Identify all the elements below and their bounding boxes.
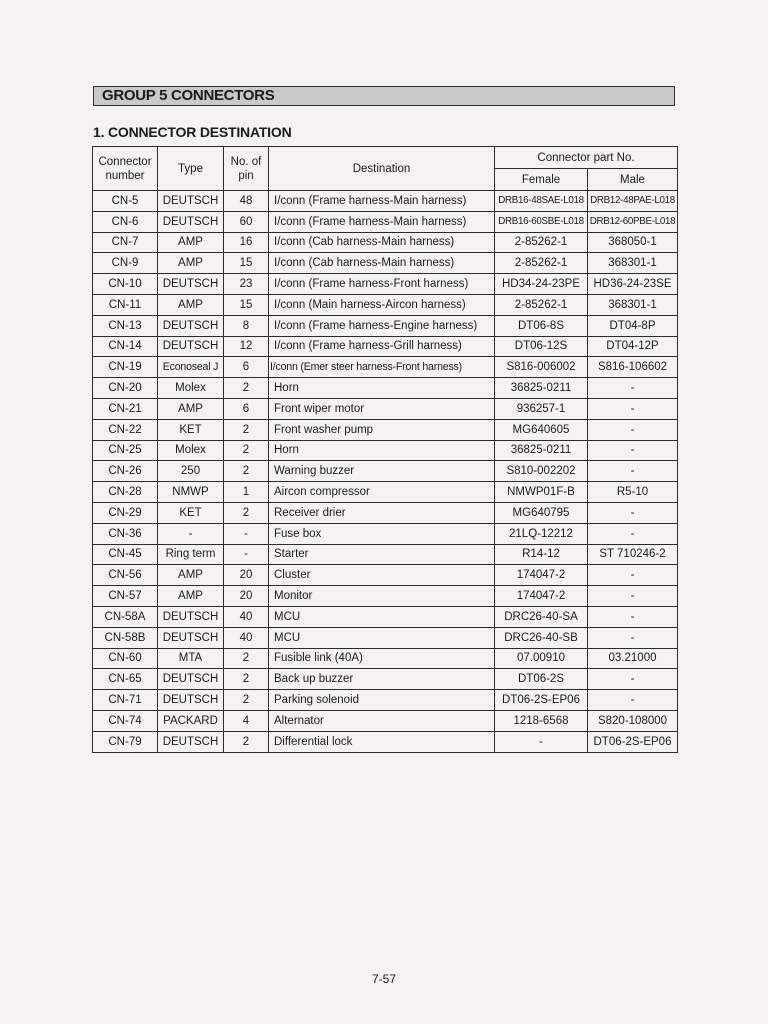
destination-cell: Horn [269, 378, 495, 399]
table-row [93, 669, 678, 690]
table-row [93, 731, 678, 752]
pin-count-cell: 60 [224, 211, 269, 232]
male-part-cell: - [588, 565, 678, 586]
connector-number-cell: CN-14 [93, 336, 158, 357]
female-part-cell: 1218-6568 [495, 710, 588, 731]
table-row [93, 565, 678, 586]
type-cell: DEUTSCH [158, 336, 224, 357]
type-cell: KET [158, 419, 224, 440]
male-part-cell: DT06-2S-EP06 [588, 731, 678, 752]
table-row [93, 398, 678, 419]
female-part-cell: HD34-24-23PE [495, 274, 588, 295]
destination-cell: Aircon compressor [269, 482, 495, 503]
destination-cell: Parking solenoid [269, 690, 495, 711]
destination-cell: I/conn (Emer steer harness-Front harness) [269, 357, 495, 378]
type-cell: AMP [158, 253, 224, 274]
pin-count-cell: 2 [224, 731, 269, 752]
female-part-cell: DRB16-48SAE-L018 [495, 191, 588, 212]
type-cell: PACKARD [158, 710, 224, 731]
connector-number-cell: CN-22 [93, 419, 158, 440]
table-header [93, 147, 678, 191]
destination-cell: Differential lock [269, 731, 495, 752]
type-cell: - [158, 523, 224, 544]
pin-count-cell: 2 [224, 502, 269, 523]
header-no-of-pin: No. of pin [224, 147, 269, 191]
pin-count-cell: 6 [224, 398, 269, 419]
pin-count-cell: 40 [224, 606, 269, 627]
connector-number-cell: CN-74 [93, 710, 158, 731]
female-part-cell: S816-006002 [495, 357, 588, 378]
destination-cell: Front wiper motor [269, 398, 495, 419]
type-cell: MTA [158, 648, 224, 669]
male-part-cell: - [588, 523, 678, 544]
connector-number-cell: CN-57 [93, 586, 158, 607]
destination-cell: Receiver drier [269, 502, 495, 523]
pin-count-cell: 6 [224, 357, 269, 378]
female-part-cell: DRB16-60SBE-L018 [495, 211, 588, 232]
header-destination: Destination [269, 147, 495, 191]
female-part-cell: 174047-2 [495, 586, 588, 607]
type-cell: DEUTSCH [158, 690, 224, 711]
male-part-cell: - [588, 419, 678, 440]
table-row [93, 502, 678, 523]
table-row [93, 648, 678, 669]
pin-count-cell: - [224, 523, 269, 544]
table-row [93, 253, 678, 274]
female-part-cell: MG640605 [495, 419, 588, 440]
connector-number-cell: CN-19 [93, 357, 158, 378]
female-part-cell: DT06-8S [495, 315, 588, 336]
connector-number-cell: CN-10 [93, 274, 158, 295]
connector-number-cell: CN-11 [93, 294, 158, 315]
connector-number-cell: CN-5 [93, 191, 158, 212]
female-part-cell: DT06-12S [495, 336, 588, 357]
female-part-cell: DT06-2S-EP06 [495, 690, 588, 711]
table-row [93, 232, 678, 253]
female-part-cell: NMWP01F-B [495, 482, 588, 503]
type-cell: DEUTSCH [158, 669, 224, 690]
table-row [93, 482, 678, 503]
destination-cell: Monitor [269, 586, 495, 607]
male-part-cell: - [588, 669, 678, 690]
table-row [93, 191, 678, 212]
type-cell: AMP [158, 294, 224, 315]
connector-number-cell: CN-65 [93, 669, 158, 690]
header-female: Female [495, 169, 588, 191]
connector-number-cell: CN-9 [93, 253, 158, 274]
pin-count-cell: 4 [224, 710, 269, 731]
connector-number-cell: CN-58B [93, 627, 158, 648]
female-part-cell: 36825-0211 [495, 440, 588, 461]
destination-cell: Back up buzzer [269, 669, 495, 690]
destination-cell: Fusible link (40A) [269, 648, 495, 669]
type-cell: Ring term [158, 544, 224, 565]
connector-number-cell: CN-25 [93, 440, 158, 461]
table-row [93, 274, 678, 295]
connector-number-cell: CN-58A [93, 606, 158, 627]
pin-count-cell: 12 [224, 336, 269, 357]
table-row [93, 419, 678, 440]
female-part-cell: 36825-0211 [495, 378, 588, 399]
male-part-cell: - [588, 502, 678, 523]
female-part-cell: DRC26-40-SA [495, 606, 588, 627]
female-part-cell: S810-002202 [495, 461, 588, 482]
type-cell: DEUTSCH [158, 731, 224, 752]
pin-count-cell: 1 [224, 482, 269, 503]
destination-cell: Fuse box [269, 523, 495, 544]
table-row [93, 315, 678, 336]
type-cell: Econoseal J [158, 357, 224, 378]
type-cell: DEUTSCH [158, 606, 224, 627]
male-part-cell: DRB12-48PAE-L018 [588, 191, 678, 212]
type-cell: 250 [158, 461, 224, 482]
male-part-cell: - [588, 461, 678, 482]
group-title: GROUP 5 CONNECTORS [93, 86, 675, 106]
male-part-cell: R5-10 [588, 482, 678, 503]
table-row [93, 544, 678, 565]
male-part-cell: ST 710246-2 [588, 544, 678, 565]
destination-cell: Front washer pump [269, 419, 495, 440]
header-connector-number: Connector number [93, 147, 158, 191]
female-part-cell: - [495, 731, 588, 752]
destination-cell: I/conn (Frame harness-Grill harness) [269, 336, 495, 357]
connector-number-cell: CN-56 [93, 565, 158, 586]
table-row [93, 461, 678, 482]
male-part-cell: - [588, 606, 678, 627]
pin-count-cell: 2 [224, 690, 269, 711]
male-part-cell: S820-108000 [588, 710, 678, 731]
destination-cell: Alternator [269, 710, 495, 731]
male-part-cell: - [588, 440, 678, 461]
destination-cell: I/conn (Frame harness-Engine harness) [269, 315, 495, 336]
female-part-cell: 07.00910 [495, 648, 588, 669]
table-row [93, 336, 678, 357]
female-part-cell: 2-85262-1 [495, 232, 588, 253]
pin-count-cell: 15 [224, 253, 269, 274]
female-part-cell: 2-85262-1 [495, 294, 588, 315]
table-row [93, 710, 678, 731]
male-part-cell: - [588, 398, 678, 419]
type-cell: AMP [158, 398, 224, 419]
connector-table [92, 146, 678, 753]
pin-count-cell: 8 [224, 315, 269, 336]
pin-count-cell: 48 [224, 191, 269, 212]
table-row [93, 211, 678, 232]
connector-number-cell: CN-71 [93, 690, 158, 711]
table-row [93, 378, 678, 399]
table-row [93, 690, 678, 711]
pin-count-cell: - [224, 544, 269, 565]
pin-count-cell: 2 [224, 461, 269, 482]
male-part-cell: DT04-12P [588, 336, 678, 357]
destination-cell: I/conn (Cab harness-Main harness) [269, 232, 495, 253]
pin-count-cell: 2 [224, 669, 269, 690]
destination-cell: I/conn (Main harness-Aircon harness) [269, 294, 495, 315]
table-row [93, 294, 678, 315]
destination-cell: I/conn (Frame harness-Front harness) [269, 274, 495, 295]
connector-number-cell: CN-28 [93, 482, 158, 503]
pin-count-cell: 20 [224, 586, 269, 607]
type-cell: NMWP [158, 482, 224, 503]
female-part-cell: 2-85262-1 [495, 253, 588, 274]
type-cell: DEUTSCH [158, 274, 224, 295]
page-number: 7-57 [371, 972, 397, 986]
pin-count-cell: 40 [224, 627, 269, 648]
connector-number-cell: CN-36 [93, 523, 158, 544]
female-part-cell: 174047-2 [495, 565, 588, 586]
section-title: 1. CONNECTOR DESTINATION [93, 124, 292, 140]
destination-cell: I/conn (Cab harness-Main harness) [269, 253, 495, 274]
connector-number-cell: CN-29 [93, 502, 158, 523]
header-male: Male [588, 169, 678, 191]
female-part-cell: 936257-1 [495, 398, 588, 419]
connector-number-cell: CN-45 [93, 544, 158, 565]
pin-count-cell: 23 [224, 274, 269, 295]
type-cell: KET [158, 502, 224, 523]
destination-cell: MCU [269, 627, 495, 648]
table-row [93, 357, 678, 378]
female-part-cell: DT06-2S [495, 669, 588, 690]
pin-count-cell: 20 [224, 565, 269, 586]
female-part-cell: MG640795 [495, 502, 588, 523]
connector-number-cell: CN-26 [93, 461, 158, 482]
female-part-cell: R14-12 [495, 544, 588, 565]
pin-count-cell: 2 [224, 378, 269, 399]
male-part-cell: 368050-1 [588, 232, 678, 253]
type-cell: Molex [158, 378, 224, 399]
pin-count-cell: 2 [224, 648, 269, 669]
male-part-cell: - [588, 378, 678, 399]
pin-count-cell: 15 [224, 294, 269, 315]
table-row [93, 523, 678, 544]
male-part-cell: DRB12-60PBE-L018 [588, 211, 678, 232]
pin-count-cell: 16 [224, 232, 269, 253]
male-part-cell: 368301-1 [588, 294, 678, 315]
type-cell: DEUTSCH [158, 191, 224, 212]
table-row [93, 606, 678, 627]
type-cell: AMP [158, 232, 224, 253]
destination-cell: Starter [269, 544, 495, 565]
female-part-cell: 21LQ-12212 [495, 523, 588, 544]
table-row [93, 627, 678, 648]
destination-cell: MCU [269, 606, 495, 627]
female-part-cell: DRC26-40-SB [495, 627, 588, 648]
header-type: Type [158, 147, 224, 191]
destination-cell: I/conn (Frame harness-Main harness) [269, 191, 495, 212]
type-cell: DEUTSCH [158, 627, 224, 648]
connector-number-cell: CN-7 [93, 232, 158, 253]
type-cell: Molex [158, 440, 224, 461]
male-part-cell: 368301-1 [588, 253, 678, 274]
type-cell: AMP [158, 565, 224, 586]
pin-count-cell: 2 [224, 419, 269, 440]
male-part-cell: HD36-24-23SE [588, 274, 678, 295]
male-part-cell: - [588, 690, 678, 711]
type-cell: DEUTSCH [158, 211, 224, 232]
male-part-cell: S816-106602 [588, 357, 678, 378]
connector-number-cell: CN-79 [93, 731, 158, 752]
male-part-cell: - [588, 627, 678, 648]
header-part-no: Connector part No. [495, 147, 678, 169]
male-part-cell: - [588, 586, 678, 607]
connector-number-cell: CN-6 [93, 211, 158, 232]
connector-number-cell: CN-13 [93, 315, 158, 336]
table-row [93, 440, 678, 461]
type-cell: AMP [158, 586, 224, 607]
destination-cell: Horn [269, 440, 495, 461]
pin-count-cell: 2 [224, 440, 269, 461]
table-row [93, 586, 678, 607]
male-part-cell: 03.21000 [588, 648, 678, 669]
type-cell: DEUTSCH [158, 315, 224, 336]
table-body [93, 191, 678, 753]
destination-cell: I/conn (Frame harness-Main harness) [269, 211, 495, 232]
destination-cell: Cluster [269, 565, 495, 586]
destination-cell: Warning buzzer [269, 461, 495, 482]
male-part-cell: DT04-8P [588, 315, 678, 336]
connector-number-cell: CN-60 [93, 648, 158, 669]
connector-number-cell: CN-20 [93, 378, 158, 399]
connector-number-cell: CN-21 [93, 398, 158, 419]
